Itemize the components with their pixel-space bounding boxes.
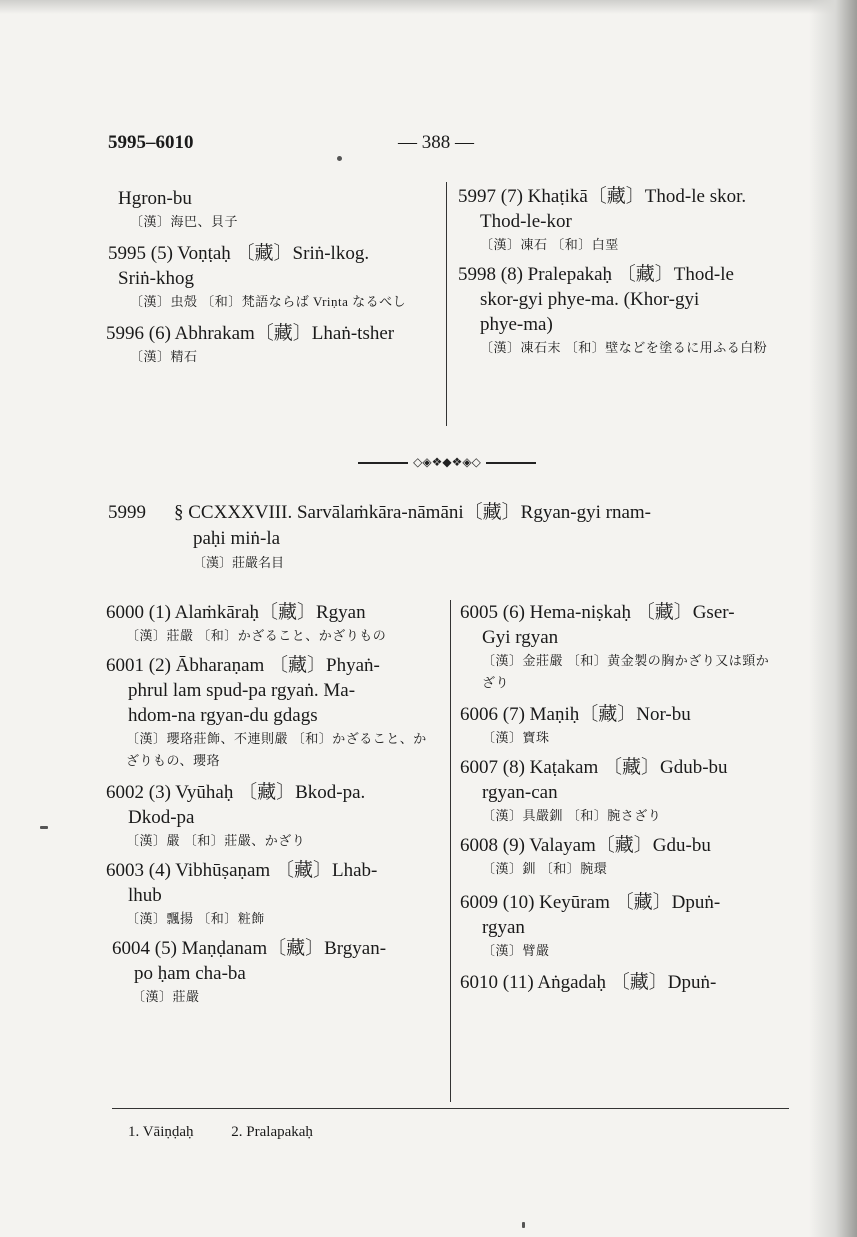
entry-gloss: 〔漢〕凍石末 〔和〕壁などを塗るに用ふる白粉 [480,340,768,355]
footnote-1: 1. Vāiṇḍaḥ [128,1124,194,1140]
entry-gloss: 〔漢〕海巴、貝子 [130,214,239,229]
entry-line: 6001 (2) Ābharaṇam 〔藏〕Phyaṅ- [106,655,380,676]
column-divider [450,600,451,1102]
entry-line: 6007 (8) Kaṭakam 〔藏〕Gdub-bu [460,757,728,778]
top-left-column [106,186,440,374]
entry-gloss: 〔漢〕臂嚴 [482,943,550,958]
page-top-edge [0,0,857,14]
entry-line: 6000 (1) Alaṁkāraḥ〔藏〕Rgyan [106,602,366,623]
section-number: 5999 [108,502,146,523]
entry-line: 6006 (7) Maṇiḥ〔藏〕Nor-bu [460,704,691,725]
bottom-left-column [106,600,442,1014]
margin-mark [40,826,48,829]
entry-line: 6009 (10) Keyūram 〔藏〕Dpuṅ- [460,892,721,913]
entry-line: 6008 (9) Valayam〔藏〕Gdu-bu [460,835,711,856]
entry-line: 5997 (7) Khaṭikā〔藏〕Thod-le skor. [458,186,747,207]
entry-line: skor-gyi phye-ma. (Khor-gyi [480,289,700,310]
entry-gloss: 〔漢〕莊嚴 〔和〕かざること、かざりもの [126,628,387,643]
footnote-2: 2. Pralapakaḥ [231,1124,313,1140]
section-title-cont: paḥi miṅ-la [193,528,281,549]
entry-line: 5998 (8) Pralepakaḥ 〔藏〕Thod-le [458,264,734,285]
entry-line: 6010 (11) Aṅgadaḥ 〔藏〕Dpuṅ- [460,972,717,993]
entry-line: 6003 (4) Vibhūṣaṇam 〔藏〕Lhab- [106,860,378,881]
ink-speck [337,156,342,161]
page-binding-shadow [809,0,857,1237]
entry-line: Sriṅ-khog [118,268,194,289]
entry-line: Thod-le-kor [480,211,572,232]
entry-line: phrul lam spud-pa rgyaṅ. Ma- [128,680,356,701]
entry-line: phye-ma) [480,314,553,335]
entry-gloss: 〔漢〕具嚴釧 〔和〕腕さざり [482,808,662,823]
entry-line: lhub [128,885,162,906]
section-gloss: 〔漢〕莊嚴名目 [193,555,285,570]
entry-gloss: 〔漢〕凍石 〔和〕白堊 [480,237,619,252]
entry-range: 5995–6010 [108,132,194,153]
entry-gloss: 〔漢〕金莊嚴 〔和〕黄金製の胸かざり又は頸かざり [482,653,770,690]
entry-gloss: 〔漢〕嚴 〔和〕莊嚴、かざり [126,833,306,848]
entry-line: 5995 (5) Voṇṭaḥ 〔藏〕Sriṅ-lkog. [108,243,370,264]
page-header [108,132,788,158]
entry-line: rgyan [482,917,525,938]
entry-line: Dkod-pa [128,807,195,828]
entry-gloss: 〔漢〕瓔珞莊飾、不連則嚴 〔和〕かざること、かざりもの、瓔珞 [126,731,427,768]
section-heading [108,500,788,574]
entry-gloss: 〔漢〕莊嚴 [132,989,200,1004]
entry-line: hdom-na rgyan-du gdags [128,705,318,726]
entry-gloss: 〔漢〕飄揚 〔和〕粧飾 [126,911,265,926]
entry-line: rgyan-can [482,782,558,803]
entry-gloss: 〔漢〕釧 〔和〕腕環 [482,861,608,876]
entry-line: 6002 (3) Vyūhaḥ 〔藏〕Bkod-pa. [106,782,366,803]
entry-line: po ḥam cha-ba [134,963,246,984]
column-divider [446,182,447,426]
bottom-right-column [460,600,788,995]
entry-gloss: 〔漢〕寶珠 [482,730,550,745]
section-ornament: ◇◈❖◆❖◈◇ [358,456,536,470]
footnotes [128,1124,347,1141]
entry-line: Gyi rgyan [482,627,559,648]
footnote-rule [112,1108,789,1109]
section-title: § CCXXXVIII. Sarvālaṁkāra-nāmāni〔藏〕Rgyan-gyi rnam- [174,502,651,523]
page-number: — 388 — [398,132,474,153]
entry-line: Hgron-bu [118,188,192,209]
entry-gloss: 〔漢〕精石 [130,349,198,364]
entry-line: 5996 (6) Abhrakam〔藏〕Lhaṅ-tsher [106,323,395,344]
top-right-column [458,184,788,365]
entry-line: 6004 (5) Maṇḍanam〔藏〕Brgyan- [112,938,387,959]
entry-gloss: 〔漢〕虫殻 〔和〕梵語ならば Vriṇta なるべし [130,294,407,309]
ink-speck [522,1222,525,1228]
section-title-line [108,500,788,526]
entry-line: 6005 (6) Hema-niṣkaḥ 〔藏〕Gser- [460,602,735,623]
